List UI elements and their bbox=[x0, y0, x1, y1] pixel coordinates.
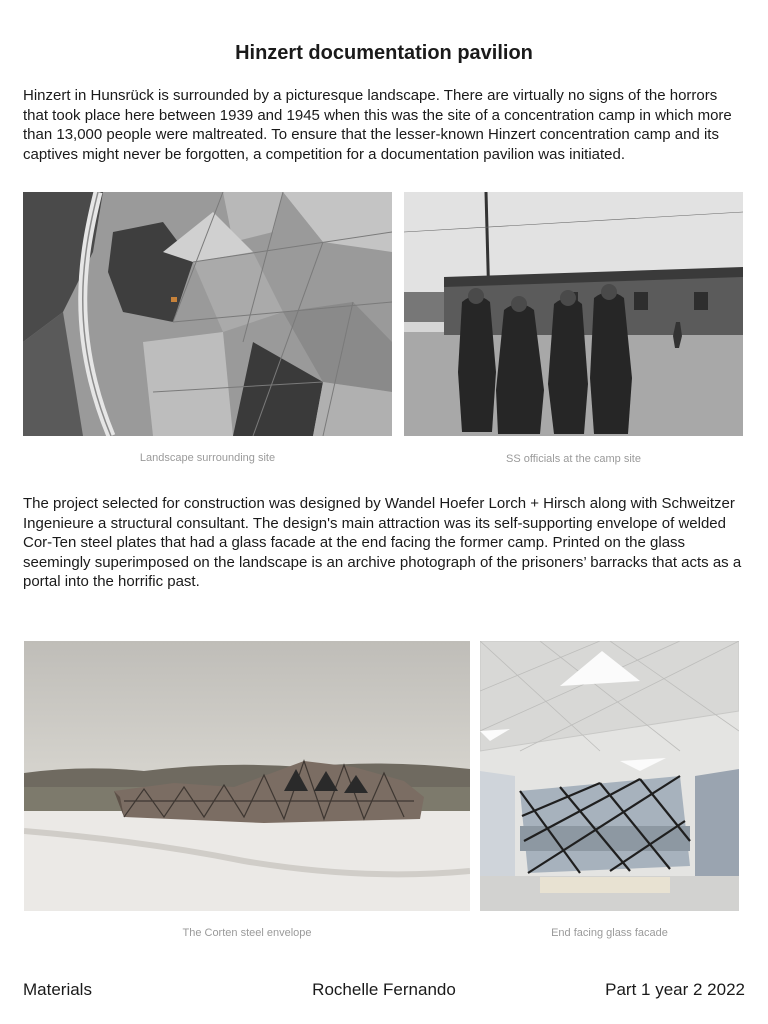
ss-officials-photo bbox=[404, 192, 743, 436]
project-paragraph: The project selected for construction was designed by Wandel Hoefer Lorch + Hirsch along with Schweitzer Ingenieure a structural consultant. The design's main attraction was its self-supporting envelope of welded Cor-Ten steel plates that had a glass facade at the end facing the former camp. Printed on the glass seemingly superimposed on the landscape is an archive photograph of the prisoners’ barracks that acts as a portal into the horrific past. bbox=[23, 495, 742, 590]
corten-envelope-photo bbox=[24, 641, 470, 911]
caption-glass-facade: End facing glass facade bbox=[551, 927, 668, 939]
caption-corten-envelope: The Corten steel envelope bbox=[182, 927, 312, 939]
footer-course: Part 1 year 2 2022 bbox=[605, 980, 745, 999]
aerial-landscape-photo bbox=[23, 192, 392, 436]
caption-ss-officials: SS officials at the camp site bbox=[506, 453, 641, 465]
intro-paragraph: Hinzert in Hunsrück is surrounded by a picturesque landscape. There are virtually no signs of the horrors that took place here between 1939 and 1945 when this was the site of a concentration camp in which more than 13,000 people were maltreated. To ensure that the lesser-known Hinzert concentration camp and its captives might never be forgotten, a competition for a documentation pavilion was initiated. bbox=[23, 87, 732, 163]
footer-subject: Materials bbox=[23, 980, 92, 999]
page-title: Hinzert documentation pavilion bbox=[235, 42, 533, 64]
footer-author: Rochelle Fernando bbox=[312, 980, 456, 999]
caption-landscape: Landscape surrounding site bbox=[139, 452, 276, 464]
glass-facade-interior-photo bbox=[480, 641, 739, 911]
